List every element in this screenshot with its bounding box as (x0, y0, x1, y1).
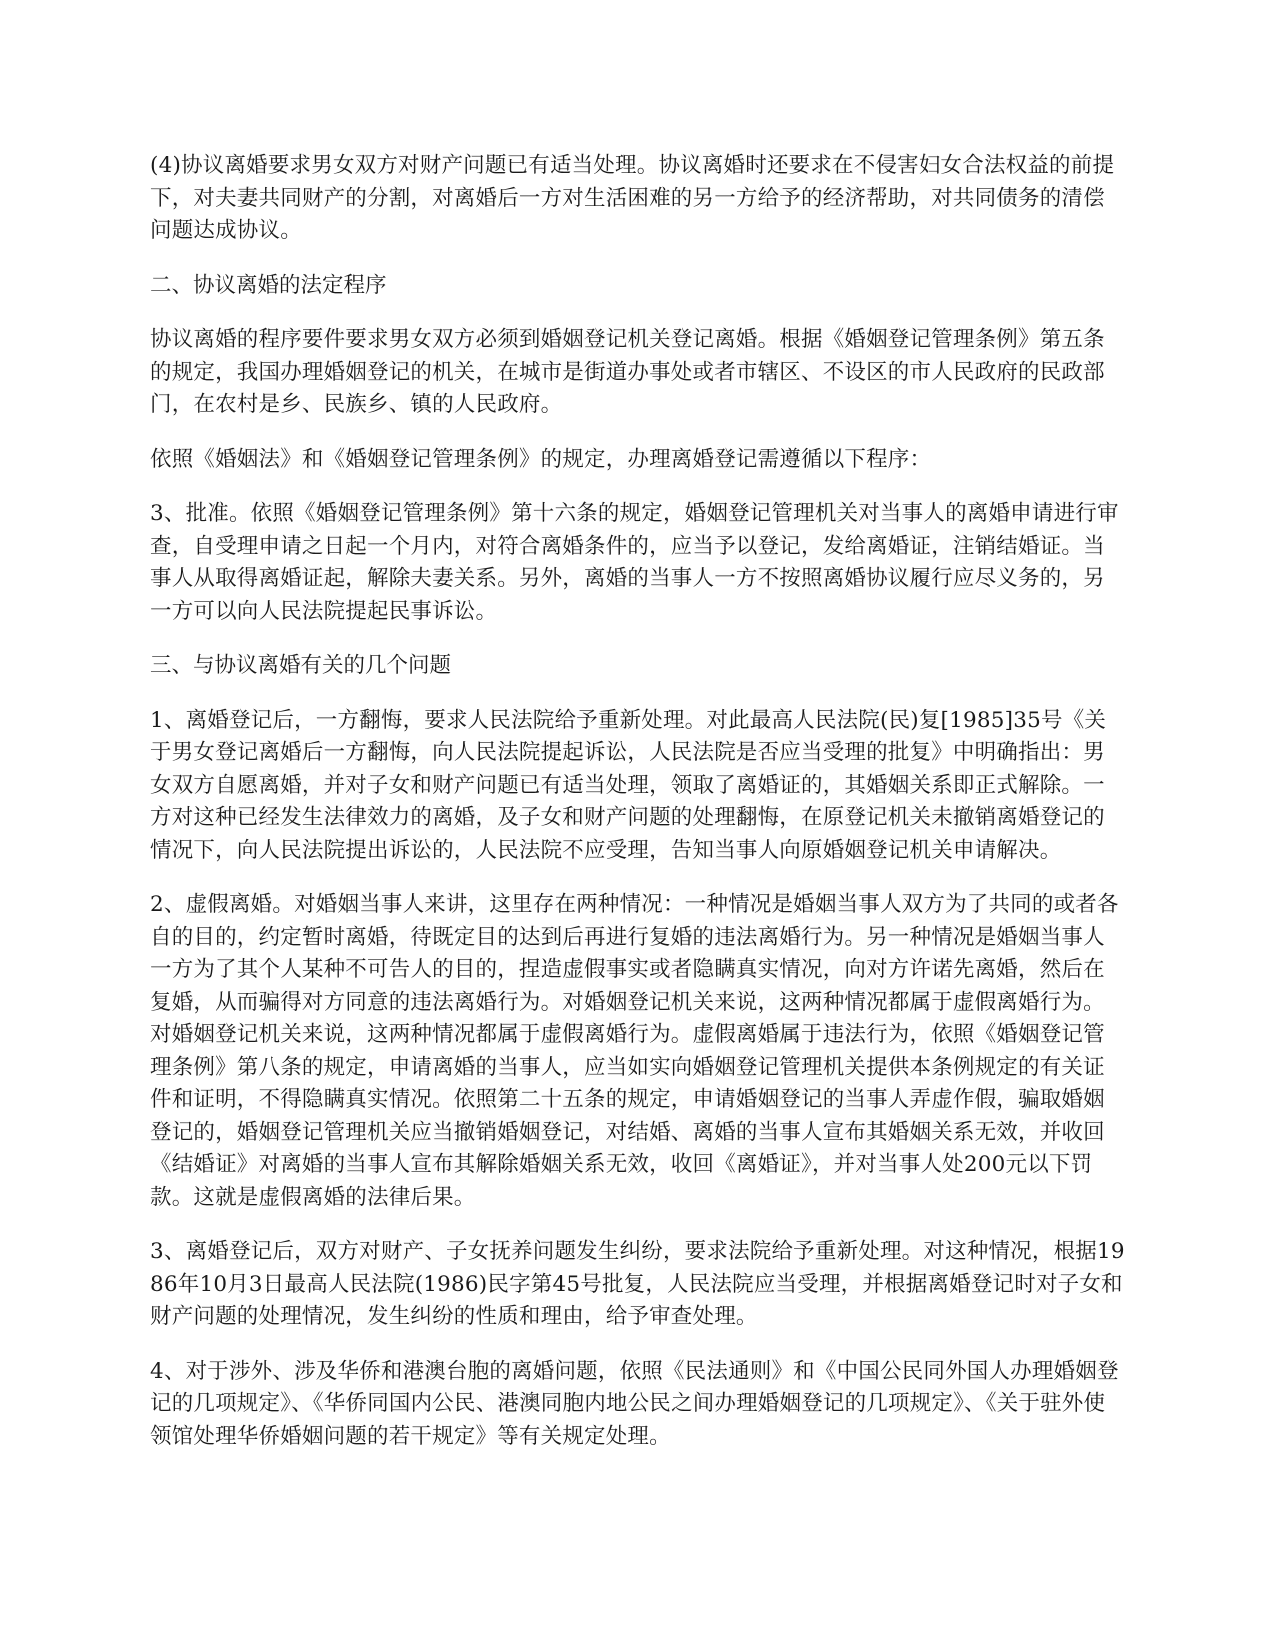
section-heading-related-issues: 三、与协议离婚有关的几个问题 (150, 653, 452, 678)
paragraph-procedure-intro: 依照《婚姻法》和《婚姻登记管理条例》的规定，办理离婚登记需遵循以下程序： (150, 446, 932, 472)
paragraph-issue-regret: 1、离婚登记后，一方翻悔，要求人民法院给予重新处理。对此最高人民法院(民)复[1985]35号《关于男女登记离婚后一方翻悔，向人民法院提起诉讼，人民法院是否应当受理的批复》中明确指出：男女双方自愿离婚，并对子女和财产问题已有适当处理，领取了离婚证的，其婚姻关系即正式解除。一方对这种已经发生法律效力的离婚，及子女和财产问题的处理翻悔，在原登记机关未撤销离婚登记的情况下，向人民法院提出诉讼的，人民法院不应受理，告知当事人向原婚姻登记机关申请解决。 (150, 707, 1107, 863)
section-heading-legal-procedure: 二、协议离婚的法定程序 (150, 272, 387, 298)
paragraph-registration-authority: 协议离婚的程序要件要求男女双方必须到婚姻登记机关登记离婚。根据《婚姻登记管理条例》第五条的规定，我国办理婚姻登记的机关，在城市是街道办事处或者市辖区、不设区的市人民政府的民政部门，在农村是乡、民族乡、镇的人民政府。 (150, 327, 1105, 417)
document-body (150, 150, 1126, 1475)
paragraph-approval: 3、批准。依照《婚姻登记管理条例》第十六条的规定，婚姻登记管理机关对当事人的离婚申请进行审查，自受理申请之日起一个月内，对符合离婚条件的，应当予以登记，发给离婚证，注销结婚证。当事人从取得离婚证起，解除夫妻关系。另外，离婚的当事人一方不按照离婚协议履行应尽义务的，另一方可以向人民法院提起民事诉讼。 (150, 501, 1119, 624)
paragraph-issue-property-dispute: 3、离婚登记后，双方对财产、子女抚养问题发生纠纷，要求法院给予重新处理。对这种情况，根据1986年10月3日最高人民法院(1986)民字第45号批复，人民法院应当受理，并根据离婚登记时对子女和财产问题的处理情况，发生纠纷的性质和理由，给予审查处理。 (150, 1239, 1125, 1329)
paragraph-property-handling: (4)协议离婚要求男女双方对财产问题已有适当处理。协议离婚时还要求在不侵害妇女合法权益的前提下，对夫妻共同财产的分割，对离婚后一方对生活困难的另一方给予的经济帮助，对共同债务的清偿问题达成协议。 (150, 153, 1115, 243)
paragraph-issue-foreign: 4、对于涉外、涉及华侨和港澳台胞的离婚问题，依照《民法通则》和《中国公民同外国人办理婚姻登记的几项规定》、《华侨同国内公民、港澳同胞内地公民之间办理婚姻登记的几项规定》、《关于驻外使领馆处理华侨婚姻问题的若干规定》等有关规定处理。 (150, 1358, 1119, 1449)
paragraph-issue-false-divorce: 2、虚假离婚。对婚姻当事人来讲，这里存在两种情况：一种情况是婚姻当事人双方为了共同的或者各自的目的，约定暂时离婚，待既定目的达到后再进行复婚的违法离婚行为。另一种情况是婚姻当事人一方为了其个人某种不可告人的目的，捏造虚假事实或者隐瞒真实情况，向对方许诺先离婚，然后在复婚，从而骗得对方同意的违法离婚行为。对婚姻登记机关来说，这两种情况都属于虚假离婚行为。对婚姻登记机关来说，这两种情况都属于虚假离婚行为。虚假离婚属于违法行为，依照《婚姻登记管理条例》第八条的规定，申请离婚的当事人，应当如实向婚姻登记管理机关提供本条例规定的有关证件和证明，不得隐瞒真实情况。依照第二十五条的规定，申请婚姻登记的当事人弄虚作假，骗取婚姻登记的，婚姻登记管理机关应当撤销婚姻登记，对结婚、离婚的当事人宣布其婚姻关系无效，并收回《结婚证》对离婚的当事人宣布其解除婚姻关系无效，收回《离婚证》，并对当事人处200元以下罚款。这就是虚假离婚的法律后果。 (150, 892, 1119, 1210)
